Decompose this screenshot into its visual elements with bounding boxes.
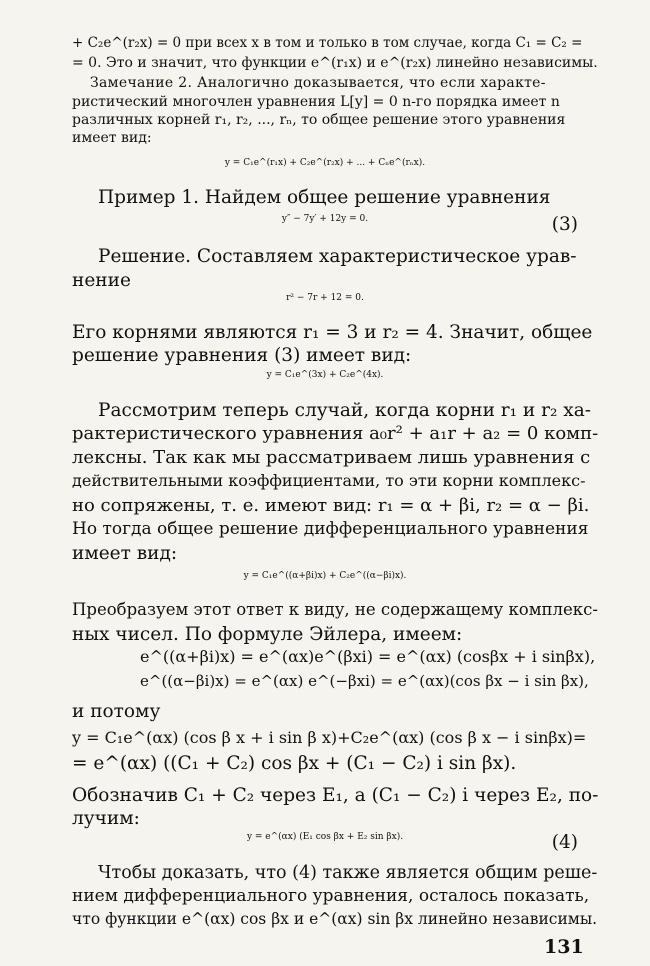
text-line: решение уравнения (3) имеет вид: — [72, 345, 412, 366]
example-heading: Пример 1. Найдем общее решение уравнения — [98, 187, 551, 208]
text-line: имеет вид: — [72, 543, 178, 564]
equation-number-4: (4) — [551, 832, 578, 853]
text-line: действительными коэффициентами, то эти корни комплекс- — [72, 471, 586, 490]
equation-euler-2: e^((α−βi)x) = e^(αx) e^(−βxi) = e^(αx)(cos βx − i sin βx), — [140, 672, 589, 690]
text-line: нение — [72, 270, 131, 291]
text-line: Его корнями являются r₁ = 3 и r₂ = 4. Значит, общее — [72, 322, 593, 343]
equation-expansion-1: y = C₁e^(αx) (cos β x + i sin β x)+C₂e^(αx) (cos β x − i sinβx)= — [72, 728, 587, 747]
equation-example: y″ − 7y′ + 12y = 0. — [281, 214, 369, 224]
equation-real-solution: y = e^(αx) (E₁ cos βx + E₂ sin βx). — [246, 832, 404, 842]
text-line: + C₂e^(r₂x) = 0 при всех x в том и только в том случае, когда C₁ = C₂ = — [72, 35, 583, 51]
page-number: 131 — [544, 936, 584, 958]
remark-heading-line: Замечание 2. Аналогично доказывается, что если характе- — [90, 75, 546, 91]
text-line: ных чисел. По формуле Эйлера, имеем: — [72, 624, 463, 645]
text-line: имеет вид: — [72, 130, 152, 146]
text-line: но сопряжены, т. е. имеют вид: r₁ = α + βi, r₂ = α − βi. — [72, 495, 590, 516]
text-line: ристический многочлен уравнения L[y] = 0 n-го порядка имеет n — [72, 94, 560, 110]
text-line: Но тогда общее решение дифференциального уравнения — [72, 519, 589, 539]
equation-characteristic: r² − 7r + 12 = 0. — [286, 293, 364, 303]
text-line: и потому — [72, 701, 161, 722]
text-line: нием дифференциального уравнения, осталось показать, — [72, 886, 590, 906]
text-line: Преобразуем этот ответ к виду, не содержащему комплекс- — [72, 600, 598, 619]
text-line: Чтобы доказать, что (4) также является общим реше- — [98, 863, 598, 883]
text-line: рактеристического уравнения a₀r² + a₁r + a₂ = 0 комп- — [72, 423, 599, 444]
equation-solution-3: y = C₁e^(3x) + C₂e^(4x). — [266, 370, 384, 380]
text-line: = 0. Это и значит, что функции e^(r₁x) и e^(r₂x) линейно независимы. — [72, 55, 598, 71]
equation-expansion-2: = e^(αx) ((C₁ + C₂) cos βx + (C₁ − C₂) i sin βx). — [72, 753, 517, 774]
text-line: что функции e^(αx) cos βx и e^(αx) sin βx линейно независимы. — [72, 910, 598, 928]
text-line: лексны. Так как мы рассматриваем лишь уравнения с — [72, 447, 591, 468]
text-line: лучим: — [72, 808, 140, 829]
text-line: различных корней r₁, r₂, ..., rₙ, то общее решение этого уравнения — [72, 112, 566, 128]
equation-number-3: (3) — [551, 214, 578, 235]
equation-general-solution: y = C₁e^(r₁x) + C₂e^(r₂x) + ... + Cₙe^(rₙx). — [224, 158, 426, 168]
text-line: Обозначив C₁ + C₂ через E₁, а (C₁ − C₂) i через E₂, по- — [72, 785, 599, 806]
text-line: Рассмотрим теперь случай, когда корни r₁ и r₂ ха- — [98, 400, 591, 421]
solution-heading-line: Решение. Составляем характеристическое урав- — [98, 246, 577, 267]
equation-euler-1: e^((α+βi)x) = e^(αx)e^(βxi) = e^(αx) (cosβx + i sinβx), — [140, 647, 596, 666]
equation-complex-solution: y = C₁e^((α+βi)x) + C₂e^((α−βi)x). — [243, 571, 407, 581]
